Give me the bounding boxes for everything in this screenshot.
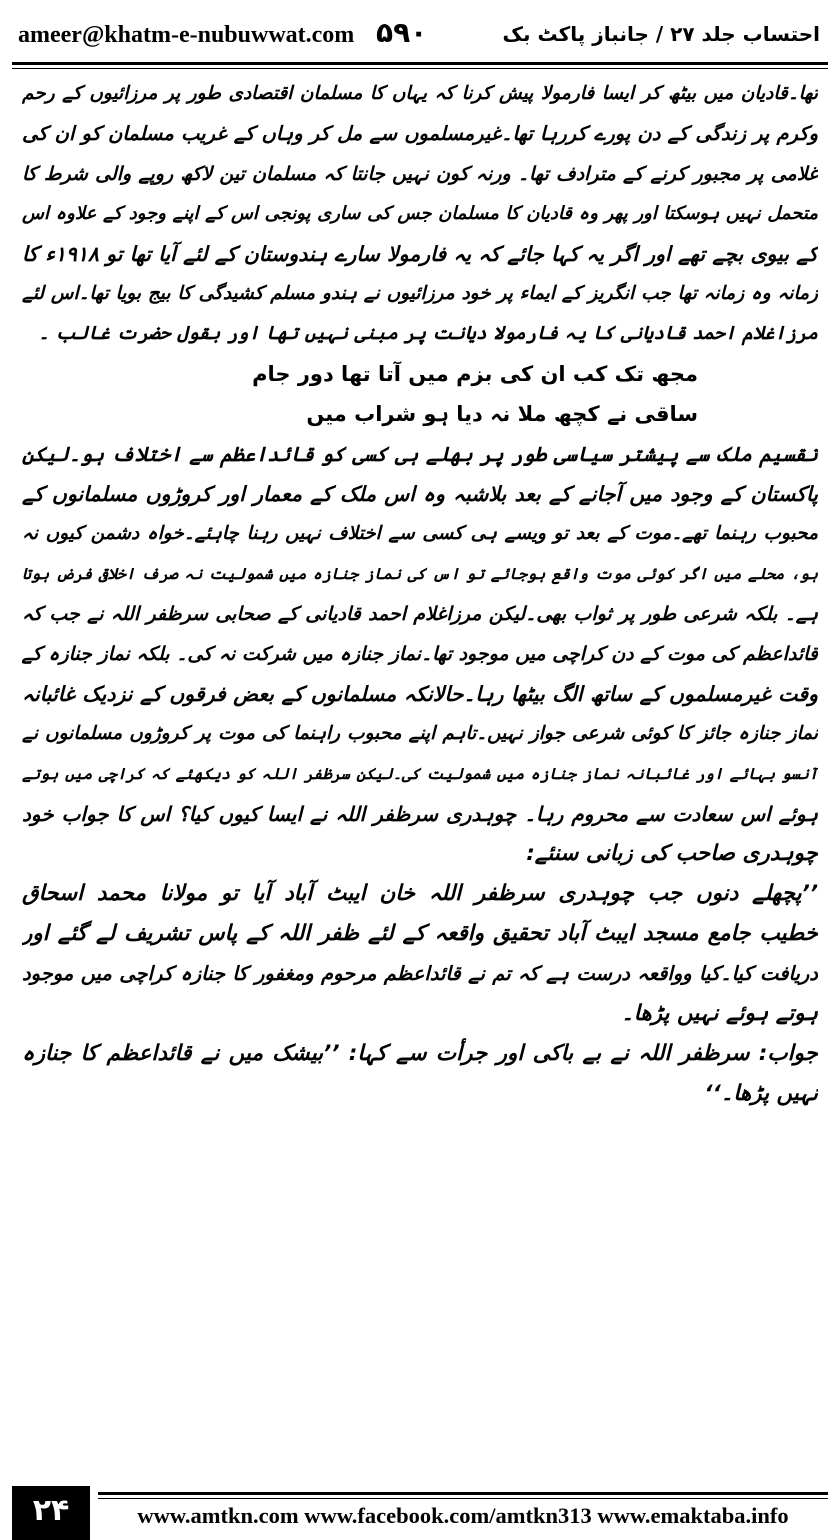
body-line: قائداعظم کی موت کے دن کراچی میں موجود تھا۔نماز جنازہ میں شرکت نہ کی۔ بلکہ نماز جنازہ کے (22, 643, 818, 665)
body-line: زمانہ وہ زمانہ تھا جب انگریز کے ایماء پر خود مرزائیوں نے ہندو مسلم کشیدگی کا بیج بویا تھا۔اس لئے (22, 283, 818, 304)
header-book-title: احتساب جلد ۲۷ / جانباز پاکٹ بک (502, 22, 820, 46)
quote-line: دریافت کیا۔کیا وواقعہ درست ہے کہ تم نے قائداعظم مرحوم ومغفور کا جنازہ کراچی میں موجود (22, 962, 818, 985)
body-line: کے بیوی بچے تھے اور اگر یہ کہا جائے کہ یہ فارمولا سارے ہندوستان کے لئے آیا تھا تو ۱۹۱۸ء کا (22, 242, 818, 266)
answer-line: نہیں پڑھا۔‘‘ (704, 1081, 818, 1106)
quote-line: ہوتے ہوئے نہیں پڑھا۔ (621, 1001, 818, 1026)
body-line: آنسو بہائے اور غائبانہ نماز جنازہ میں شمولیت کی۔لیکن سرظفر اللہ کو دیکھئے کہ کراچی میں ہوتے (22, 765, 818, 783)
body-line: چوہدری صاحب کی زبانی سنئے: (526, 841, 818, 866)
body-line: وقت غیرمسلموں کے ساتھ الگ بیٹھا رہا۔حالانکہ مسلمانوں کے بعض فرقوں کے نزدیک غائبانہ (22, 682, 818, 706)
quote-line: ’’پچھلے دنوں جب چوہدری سرظفر اللہ خان ایبٹ آباد آیا تو مولانا محمد اسحاق (22, 881, 818, 906)
page-footer (0, 1486, 840, 1540)
body-line: تھا۔قادیان میں بیٹھ کر ایسا فارمولا پیش کرنا کہ یہاں کا مسلمان اقتصادی طور پر مرزائیوں کے رحم (22, 83, 818, 104)
page-body (22, 74, 818, 1114)
body-line: وکرم پر زندگی کے دن پورے کررہا تھا۔غیرمسلموں سے مل کر وہاں کے غریب مسلمان کو ان کی (22, 122, 818, 145)
header-rule (12, 62, 828, 69)
body-line: پاکستان کے وجود میں آجانے کے بعد بلاشبہ وہ اس ملک کے معمار اور کروڑوں مسلمانوں کے (22, 482, 818, 506)
body-line: مرزاغلام احمد قادیانی کا یہ فارمولا دیانت پر مبنی نہیں تھا اور بقول حضرت غالب ۔ (38, 323, 818, 344)
body-line: محبوب رہنما تھے۔موت کے بعد تو ویسے ہی کسی سے اختلاف نہیں رہنا چاہئے۔خواہ دشمن کیوں نہ (22, 523, 818, 544)
page-header (16, 14, 824, 58)
body-line: غلامی پر مجبور کرنے کے مترادف تھا۔ ورنہ کون نہیں جانتا کہ مسلمان تین لاکھ روپے والی شرط کا (22, 163, 818, 185)
quote-line: خطیب جامع مسجد ایبٹ آباد تحقیق واقعہ کے لئے ظفر اللہ کے پاس تشریف لے گئے اور (22, 921, 818, 946)
header-page-number: ۵۹۰ (376, 16, 428, 49)
footer-page-box: ۲۴ (12, 1486, 90, 1540)
footer-websites: www.amtkn.com www.facebook.com/amtkn313 www.emaktaba.info (137, 1503, 789, 1528)
body-line: نماز جنازہ جائز کا کوئی شرعی جواز نہیں۔تاہم اپنے محبوب راہنما کی موت پر کروڑوں مسلمانوں نے (22, 723, 818, 744)
footer-rule (98, 1492, 828, 1499)
poetry-line: مجھ تک کب ان کی بزم میں آتا تھا دور جام (252, 362, 698, 386)
body-line: ہوئے اس سعادت سے محروم رہا۔ چوہدری سرظفر اللہ نے ایسا کیوں کیا؟ اس کا جواب خود (22, 802, 818, 826)
body-line: ہو، محلے میں اگر کوئی موت واقع ہوجائے تو اس کی نماز جنازہ میں شمولیت نہ صرف اخلاقی فرض ہوتا (22, 565, 818, 583)
poetry-line: ساقی نے کچھ ملا نہ دیا ہو شراب میں (306, 402, 698, 426)
body-line: متحمل نہیں ہوسکتا اور پھر وہ قادیان کا مسلمان جس کی ساری پونجی اس کے اپنے وجود کے علاوہ اس (22, 203, 818, 224)
answer-line: جواب: سرظفر اللہ نے بے باکی اور جرأت سے کہا: ’’بیشک میں نے قائداعظم کا جنازہ (22, 1041, 818, 1066)
body-line: ہے۔ بلکہ شرعی طور پر ثواب بھی۔لیکن مرزاغلام احمد قادیانی کے صحابی سرظفر اللہ نے جب کہ (22, 603, 818, 625)
body-line: تقسیم ملک سے پیشتر سیاسی طور پر بھلے ہی کسی کو قائداعظم سے اختلاف ہو۔لیکن (22, 442, 818, 466)
header-email: ameer@khatm-e-nubuwwat.com (18, 22, 355, 48)
